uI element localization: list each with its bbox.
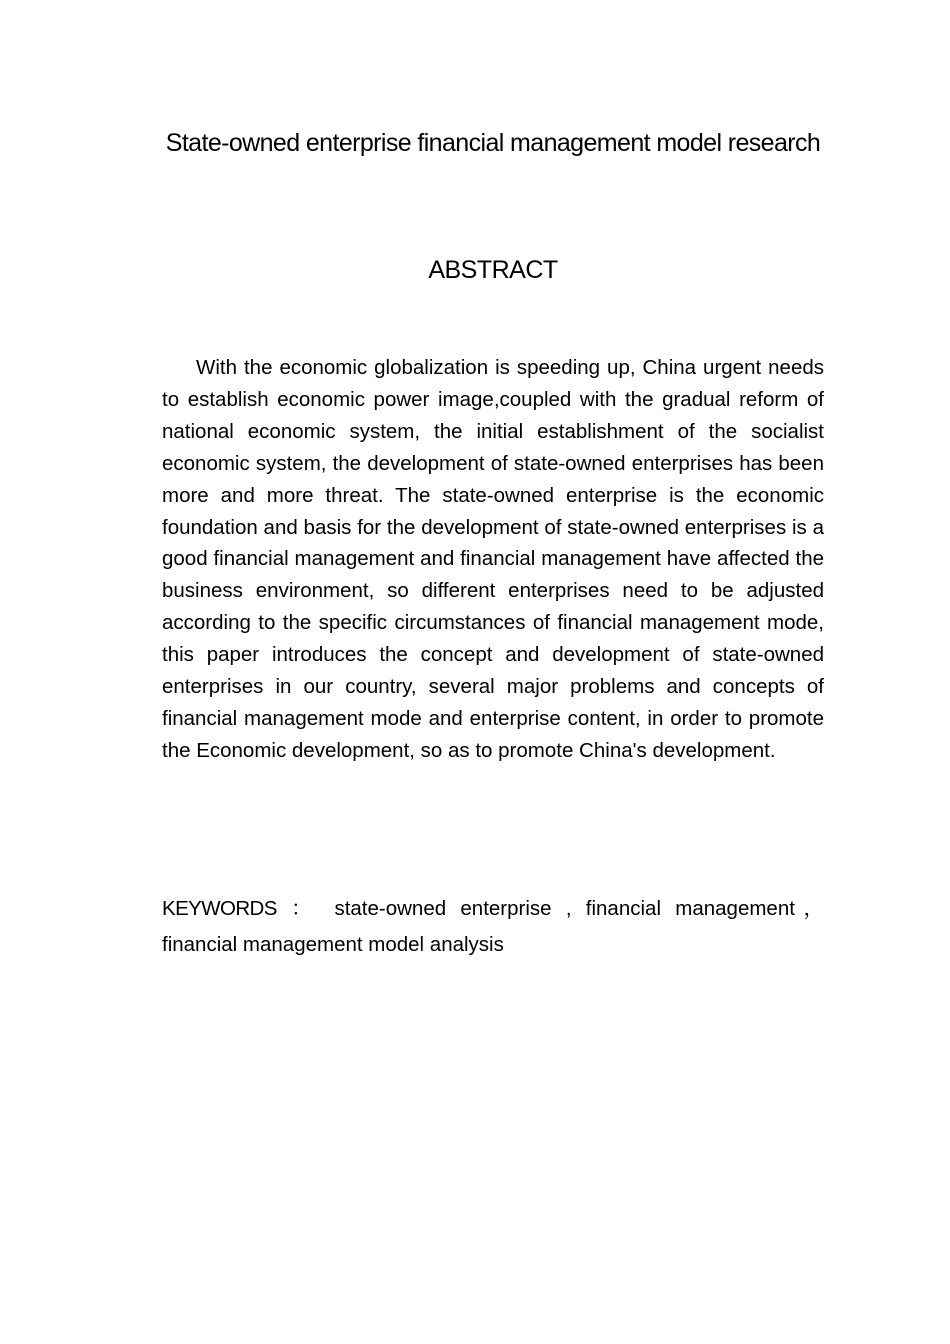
keywords-list: state-owned enterprise , financial management， financial management model analysis	[162, 897, 825, 956]
paper-title: State-owned enterprise financial management model research	[165, 129, 821, 157]
keywords-line	[162, 891, 824, 963]
keywords-label: KEYWORDS	[162, 897, 277, 920]
abstract-body: With the economic globalization is speeding up, China urgent needs to establish economic power image,coupled with the gradual reform of national economic system, the initial establishment of the socialist economic system, the development of state-owned enterprises has been more and more threat. The state-owned enterprise is the economic foundation and basis for the development of state-owned enterprises is a good financial management and financial management have affected the business environment, so different enterprises need to be adjusted according to the specific circumstances of financial management mode, this paper introduces the concept and development of state-owned enterprises in our country, several major problems and concepts of financial management mode and enterprise content, in order to promote the Economic development, so as to promote China's development.	[162, 356, 824, 762]
keywords-separator: ：	[291, 897, 321, 920]
abstract-heading: ABSTRACT	[428, 256, 558, 284]
